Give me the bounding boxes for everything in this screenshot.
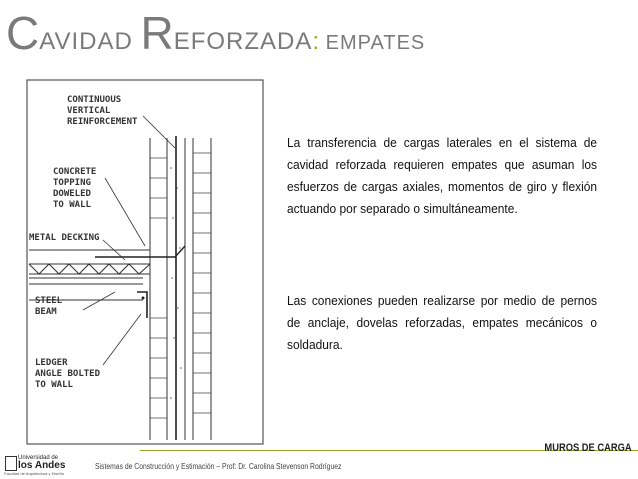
logo-line-1: Universidad de [18,455,59,461]
label-beam: BEAM [35,307,57,317]
reinforced-cavity-wall-sketch [25,78,265,446]
label-concrete: CONCRETE [53,167,97,177]
label-ledger: LEDGER [35,358,68,368]
title-word-empates: EMPATES [319,32,426,54]
logo-mark-icon [5,456,17,471]
page-title [6,7,426,59]
label-to-wall: TO WALL [53,200,91,210]
label-steel: STEEL [35,296,63,306]
title-initial-c: C [6,7,40,59]
paragraph-connections: Las conexiones pueden realizarse por medio de pernos de anclaje, dovelas reforzadas, empates mecánicos o soldadura. [287,293,598,352]
title-initial-r: R [140,7,174,59]
logo-line-2: los Andes [18,460,66,471]
label-reinforcement: REINFORCEMENT [67,117,138,127]
label-continuous: CONTINUOUS [67,95,122,105]
university-logo [4,455,84,477]
paragraph-load-transfer: La transferencia de cargas laterales en el sistema de cavidad reforzada requieren empates que asuman los esfuerzos de cargas axiales, momentos de giro y flexión actuando por separado o simultáneamente. [287,135,598,216]
label-topping: TOPPING [53,178,91,188]
logo-line-3: Facultad de Arquitectura y Diseño [4,471,65,476]
section-label: MUROS DE CARGA [544,442,632,454]
label-metal-decking: METAL DECKING [29,233,100,243]
label-vertical: VERTICAL [67,106,111,116]
label-angle-bolted: ANGLE BOLTED [35,369,101,379]
title-colon: : [312,28,320,55]
title-word-reforzada: EFORZADA [173,28,313,55]
course-credit: Sistemas de Construcción y Estimación – Prof: Dr. Carolina Stevenson Rodríguez [95,462,342,471]
label-doweled: DOWELED [53,189,91,199]
title-word-cavidad: AVIDAD [39,28,141,55]
label-to-wall-2: TO WALL [35,380,73,390]
